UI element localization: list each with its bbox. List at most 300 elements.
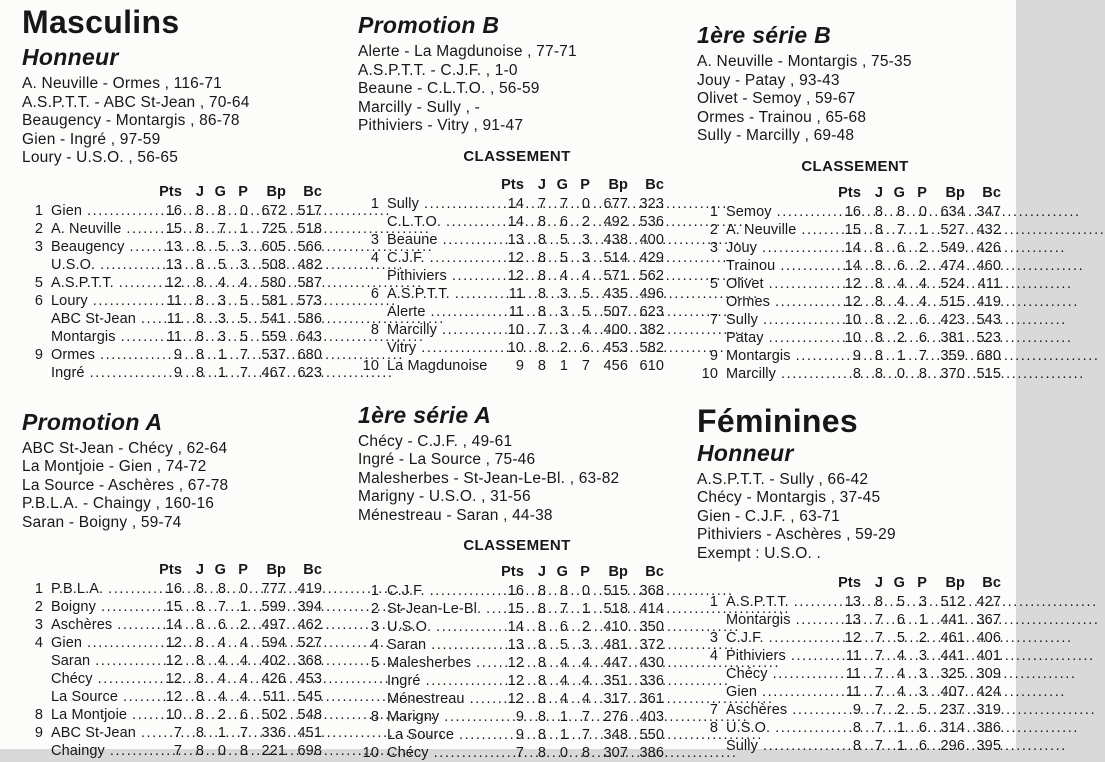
bc-cell: 680	[965, 347, 1001, 365]
bc-cell: 545	[286, 688, 322, 706]
p-cell: 4	[568, 654, 590, 672]
team-name: Boigny	[51, 598, 96, 616]
bc-cell: 548	[286, 706, 322, 724]
team-cell	[46, 706, 150, 724]
dot-leader	[762, 683, 826, 701]
j-cell: 8	[182, 202, 204, 220]
classement-label: CLASSEMENT	[727, 159, 983, 175]
g-cell: 1	[546, 708, 568, 726]
team-cell	[382, 303, 492, 321]
rank-cell: 9	[22, 346, 46, 364]
team-name: C.J.F.	[726, 629, 764, 647]
pts-cell: 11	[150, 292, 182, 310]
rank-cell: 8	[22, 706, 46, 724]
team-name: U.S.O.	[387, 618, 431, 636]
team-cell	[721, 593, 829, 611]
bc-cell: 309	[965, 665, 1001, 683]
bc-cell: 419	[286, 580, 322, 598]
team-name: Gien	[51, 202, 82, 220]
team-cell	[46, 652, 150, 670]
team-cell	[46, 742, 150, 760]
g-cell: 4	[546, 690, 568, 708]
bp-cell: 581	[248, 292, 286, 310]
classement-table	[358, 563, 664, 762]
section-heading: Promotion A	[22, 412, 322, 433]
table-row	[358, 726, 664, 744]
bc-cell: 386	[628, 744, 664, 762]
team-name: Sully	[726, 737, 758, 755]
team-cell	[382, 267, 492, 285]
match-result-line: Pithiviers - Aschères , 59-29	[697, 526, 1001, 545]
p-cell: 2	[905, 257, 927, 275]
table-row	[697, 257, 1001, 275]
rank-cell: 4	[22, 634, 46, 652]
table-row	[358, 231, 664, 249]
g-cell: 5	[204, 238, 226, 256]
dot-leader	[791, 647, 826, 665]
dot-leader	[93, 292, 147, 310]
rank-cell: 3	[358, 231, 382, 249]
match-results	[22, 440, 322, 533]
dot-leader	[763, 311, 826, 329]
classement-table	[697, 574, 1001, 755]
pts-cell: 9	[150, 364, 182, 382]
pts-cell: 7	[492, 744, 524, 762]
p-cell: 2	[226, 616, 248, 634]
j-cell: 8	[524, 654, 546, 672]
dot-leader	[792, 701, 826, 719]
bc-cell: 543	[965, 311, 1001, 329]
col-header-p: P	[905, 184, 927, 202]
dot-leader	[459, 726, 489, 744]
bp-cell: 453	[590, 339, 628, 357]
g-cell: 2	[204, 706, 226, 724]
team-cell	[382, 726, 492, 744]
team-cell	[721, 665, 829, 683]
bp-cell: 511	[248, 688, 286, 706]
g-cell: 6	[883, 239, 905, 257]
p-cell: 4	[568, 690, 590, 708]
g-cell: 4	[546, 672, 568, 690]
col-header-g: G	[546, 176, 568, 194]
p-cell: 4	[226, 688, 248, 706]
classement-table	[22, 183, 322, 382]
j-cell: 8	[182, 328, 204, 346]
dot-leader	[98, 670, 147, 688]
team-name: Saran	[387, 636, 426, 654]
p-cell: 1	[568, 600, 590, 618]
bp-cell: 599	[248, 598, 286, 616]
team-cell	[382, 708, 492, 726]
rank-cell: 4	[697, 647, 721, 665]
rank-cell: 10	[358, 357, 382, 375]
p-cell: 0	[905, 203, 927, 221]
bp-cell: 438	[590, 231, 628, 249]
table-row	[358, 708, 664, 726]
dot-leader	[141, 724, 147, 742]
bc-cell: 453	[286, 670, 322, 688]
team-name: St-Jean-Le-Bl.	[387, 600, 481, 618]
team-cell	[46, 634, 150, 652]
match-result-line: Gien - C.J.F. , 63-71	[697, 508, 1001, 527]
classement-table	[22, 561, 322, 760]
g-cell: 8	[204, 580, 226, 598]
j-cell: 8	[182, 292, 204, 310]
dot-leader	[430, 249, 489, 267]
p-cell: 3	[226, 256, 248, 274]
pts-cell: 14	[492, 195, 524, 213]
j-cell: 7	[861, 719, 883, 737]
p-cell: 2	[905, 239, 927, 257]
classement-table	[358, 176, 664, 375]
team-name: ABC St-Jean	[51, 724, 136, 742]
dot-leader	[794, 593, 826, 611]
bc-cell: 368	[286, 652, 322, 670]
rank-cell: 5	[22, 274, 46, 292]
rank-cell: 8	[358, 708, 382, 726]
g-cell: 7	[204, 220, 226, 238]
g-cell: 0	[883, 365, 905, 383]
pts-cell: 14	[829, 257, 861, 275]
bp-cell: 507	[590, 303, 628, 321]
col-header-j: J	[861, 574, 883, 592]
bp-cell: 580	[248, 274, 286, 292]
rank-cell: 2	[22, 598, 46, 616]
dot-leader	[119, 274, 147, 292]
rank-cell: 8	[358, 321, 382, 339]
table-row	[22, 742, 322, 760]
rank-cell: 3	[697, 239, 721, 257]
p-cell: 0	[226, 202, 248, 220]
bc-cell: 419	[965, 293, 1001, 311]
match-result-line: Olivet - Semoy , 59-67	[697, 90, 1001, 109]
team-cell	[46, 670, 150, 688]
bc-cell: 496	[628, 285, 664, 303]
team-cell	[721, 293, 829, 311]
dot-leader	[123, 688, 147, 706]
dot-leader	[126, 220, 147, 238]
team-cell	[721, 329, 829, 347]
p-cell: 8	[905, 365, 927, 383]
team-name: A.S.P.T.T.	[726, 593, 789, 611]
page-title-masculins: Masculins	[22, 6, 322, 38]
table-row	[358, 672, 664, 690]
pts-cell: 10	[492, 339, 524, 357]
g-cell: 0	[204, 742, 226, 760]
j-cell: 8	[524, 339, 546, 357]
dot-leader	[101, 598, 147, 616]
p-cell: 3	[905, 593, 927, 611]
bp-cell: 518	[590, 600, 628, 618]
g-cell: 4	[204, 652, 226, 670]
rank-cell: 1	[358, 195, 382, 213]
rank-cell: 7	[697, 701, 721, 719]
dot-leader	[773, 665, 826, 683]
j-cell: 8	[524, 726, 546, 744]
j-cell: 7	[861, 629, 883, 647]
table-row	[358, 339, 664, 357]
team-cell	[721, 701, 829, 719]
bp-cell: 325	[927, 665, 965, 683]
team-name: A.S.P.T.T.	[51, 274, 114, 292]
pts-cell: 9	[829, 347, 861, 365]
p-cell: 6	[905, 329, 927, 347]
j-cell: 8	[861, 329, 883, 347]
table-row	[697, 683, 1001, 701]
bc-cell: 451	[286, 724, 322, 742]
bp-cell: 515	[590, 582, 628, 600]
j-cell: 8	[182, 652, 204, 670]
pts-cell: 10	[150, 706, 182, 724]
team-cell	[721, 239, 829, 257]
pts-cell: 9	[492, 726, 524, 744]
match-result-line: A.S.P.T.T. - Sully , 66-42	[697, 471, 1001, 490]
rank-cell: 2	[697, 221, 721, 239]
j-cell: 7	[861, 683, 883, 701]
g-cell: 2	[883, 329, 905, 347]
dot-leader	[436, 618, 489, 636]
bp-cell: 492	[590, 213, 628, 231]
team-name: Ménestreau	[387, 690, 465, 708]
match-result-line: Pithiviers - Vitry , 91-47	[358, 117, 664, 136]
rank-cell: 10	[358, 744, 382, 762]
dot-leader	[777, 203, 826, 221]
team-name: Sully	[726, 311, 758, 329]
match-result-line: Gien - Ingré , 97-59	[22, 131, 322, 150]
pts-cell: 12	[492, 654, 524, 672]
bc-cell: 347	[965, 203, 1001, 221]
bc-cell: 350	[628, 618, 664, 636]
pts-cell: 13	[829, 593, 861, 611]
team-name: Pithiviers	[726, 647, 786, 665]
table-row	[22, 202, 322, 220]
bp-cell: 426	[248, 670, 286, 688]
pts-cell: 9	[829, 701, 861, 719]
team-name: La Source	[387, 726, 454, 744]
g-cell: 1	[204, 364, 226, 382]
col-header-j: J	[861, 184, 883, 202]
j-cell: 7	[861, 647, 883, 665]
bc-cell: 424	[965, 683, 1001, 701]
p-cell: 4	[905, 293, 927, 311]
rank-cell: 1	[22, 580, 46, 598]
col-header-pts: Pts	[150, 183, 182, 201]
g-cell: 6	[204, 616, 226, 634]
pts-cell: 16	[150, 202, 182, 220]
p-cell: 1	[226, 598, 248, 616]
match-result-line: ABC St-Jean - Chécy , 62-64	[22, 440, 322, 459]
team-name: Ormes	[726, 293, 770, 311]
g-cell: 1	[883, 347, 905, 365]
table-row	[22, 724, 322, 742]
j-cell: 7	[861, 665, 883, 683]
table-header-row	[697, 574, 1001, 592]
j-cell: 8	[524, 690, 546, 708]
bp-cell: 461	[927, 629, 965, 647]
bp-cell: 481	[590, 636, 628, 654]
match-result-line: Saran - Boigny , 59-74	[22, 514, 322, 533]
table-row	[358, 285, 664, 303]
bp-cell: 441	[927, 647, 965, 665]
col-header-j: J	[182, 561, 204, 579]
rank-cell: 3	[697, 629, 721, 647]
rank-cell: 9	[697, 347, 721, 365]
dot-leader	[775, 719, 826, 737]
pts-cell: 11	[829, 647, 861, 665]
team-cell	[382, 600, 492, 618]
bc-cell: 623	[628, 303, 664, 321]
g-cell: 1	[204, 724, 226, 742]
dot-leader	[424, 195, 489, 213]
team-name: La Magdunoise	[387, 357, 487, 375]
team-cell	[721, 275, 829, 293]
p-cell: 6	[568, 339, 590, 357]
match-result-line: Ingré - La Source , 75-46	[358, 451, 664, 470]
g-cell: 8	[883, 203, 905, 221]
j-cell: 8	[182, 220, 204, 238]
bc-cell: 515	[965, 365, 1001, 383]
bc-cell: 523	[965, 329, 1001, 347]
table-row	[358, 636, 664, 654]
pts-cell: 11	[829, 683, 861, 701]
pts-cell: 11	[150, 310, 182, 328]
g-cell: 7	[883, 221, 905, 239]
bp-cell: 677	[590, 195, 628, 213]
team-name: Chécy	[387, 744, 429, 762]
g-cell: 3	[546, 321, 568, 339]
section-honneur-feminines	[697, 443, 1001, 756]
table-row	[697, 611, 1001, 629]
bp-cell: 524	[927, 275, 965, 293]
p-cell: 3	[568, 231, 590, 249]
col-header-bp: Bp	[590, 176, 628, 194]
match-result-line: Exempt : U.S.O. .	[697, 545, 1001, 564]
bp-cell: 541	[248, 310, 286, 328]
j-cell: 8	[182, 238, 204, 256]
g-cell: 4	[204, 634, 226, 652]
table-row	[358, 321, 664, 339]
col-header-bc: Bc	[286, 561, 322, 579]
rank-cell: 7	[697, 311, 721, 329]
bc-cell: 406	[965, 629, 1001, 647]
g-cell: 1	[546, 726, 568, 744]
match-results	[697, 53, 1001, 146]
section-promotion-b	[358, 15, 664, 375]
pts-cell: 7	[150, 742, 182, 760]
team-name: Ormes	[51, 346, 95, 364]
pts-cell: 13	[150, 238, 182, 256]
p-cell: 1	[905, 221, 927, 239]
team-cell	[46, 328, 150, 346]
team-cell	[721, 647, 829, 665]
team-cell	[382, 285, 492, 303]
col-header-j: J	[182, 183, 204, 201]
p-cell: 3	[568, 636, 590, 654]
p-cell: 4	[226, 274, 248, 292]
team-name: Alerte	[387, 303, 425, 321]
j-cell: 8	[182, 310, 204, 328]
team-cell	[721, 221, 829, 239]
rank-cell: 6	[358, 285, 382, 303]
j-cell: 8	[182, 724, 204, 742]
j-cell: 8	[182, 256, 204, 274]
p-cell: 8	[568, 744, 590, 762]
team-cell	[382, 744, 492, 762]
table-header-row	[358, 563, 664, 581]
pts-cell: 16	[150, 580, 182, 598]
bc-cell: 426	[965, 239, 1001, 257]
p-cell: 8	[226, 742, 248, 760]
col-header-p: P	[905, 574, 927, 592]
table-row	[358, 213, 664, 231]
match-result-line: Marigny - U.S.O. , 31-56	[358, 488, 664, 507]
page-title-feminines: Féminines	[697, 405, 1001, 437]
column-right	[697, 0, 1001, 755]
match-result-line: Beaugency - Montargis , 86-78	[22, 112, 322, 131]
pts-cell: 15	[150, 598, 182, 616]
pts-cell: 12	[150, 688, 182, 706]
bp-cell: 571	[590, 267, 628, 285]
match-result-line: P.B.L.A. - Chaingy , 160-16	[22, 495, 322, 514]
bc-cell: 527	[286, 634, 322, 652]
bp-cell: 467	[248, 364, 286, 382]
p-cell: 7	[568, 708, 590, 726]
rank-cell: 3	[22, 238, 46, 256]
bc-cell: 367	[965, 611, 1001, 629]
pts-cell: 8	[829, 719, 861, 737]
classement-label: CLASSEMENT	[388, 149, 646, 165]
table-row	[697, 311, 1001, 329]
section-heading: 1ère série A	[358, 405, 664, 426]
bc-cell: 430	[628, 654, 664, 672]
pts-cell: 12	[150, 634, 182, 652]
team-cell	[721, 611, 829, 629]
table-header-row	[22, 561, 322, 579]
g-cell: 6	[546, 618, 568, 636]
match-result-line: A. Neuville - Montargis , 75-35	[697, 53, 1001, 72]
bc-cell: 319	[965, 701, 1001, 719]
team-cell	[382, 690, 492, 708]
col-header-pts: Pts	[829, 574, 861, 592]
table-row	[22, 652, 322, 670]
bp-cell: 447	[590, 654, 628, 672]
g-cell: 1	[204, 346, 226, 364]
j-cell: 8	[861, 239, 883, 257]
pts-cell: 11	[829, 665, 861, 683]
bp-cell: 351	[590, 672, 628, 690]
j-cell: 8	[182, 598, 204, 616]
bc-cell: 394	[286, 598, 322, 616]
j-cell: 7	[861, 611, 883, 629]
bc-cell: 427	[965, 593, 1001, 611]
j-cell: 8	[861, 275, 883, 293]
bc-cell: 550	[628, 726, 664, 744]
table-row	[22, 670, 322, 688]
g-cell: 3	[546, 285, 568, 303]
section-honneur-masculins	[22, 47, 322, 382]
p-cell: 2	[568, 213, 590, 231]
bp-cell: 221	[248, 742, 286, 760]
bp-cell: 502	[248, 706, 286, 724]
j-cell: 8	[524, 357, 546, 375]
team-name: ABC St-Jean	[51, 310, 136, 328]
section-heading: Honneur	[22, 47, 322, 68]
j-cell: 8	[182, 688, 204, 706]
j-cell: 8	[182, 346, 204, 364]
j-cell: 8	[182, 634, 204, 652]
bp-cell: 314	[927, 719, 965, 737]
bp-cell: 497	[248, 616, 286, 634]
